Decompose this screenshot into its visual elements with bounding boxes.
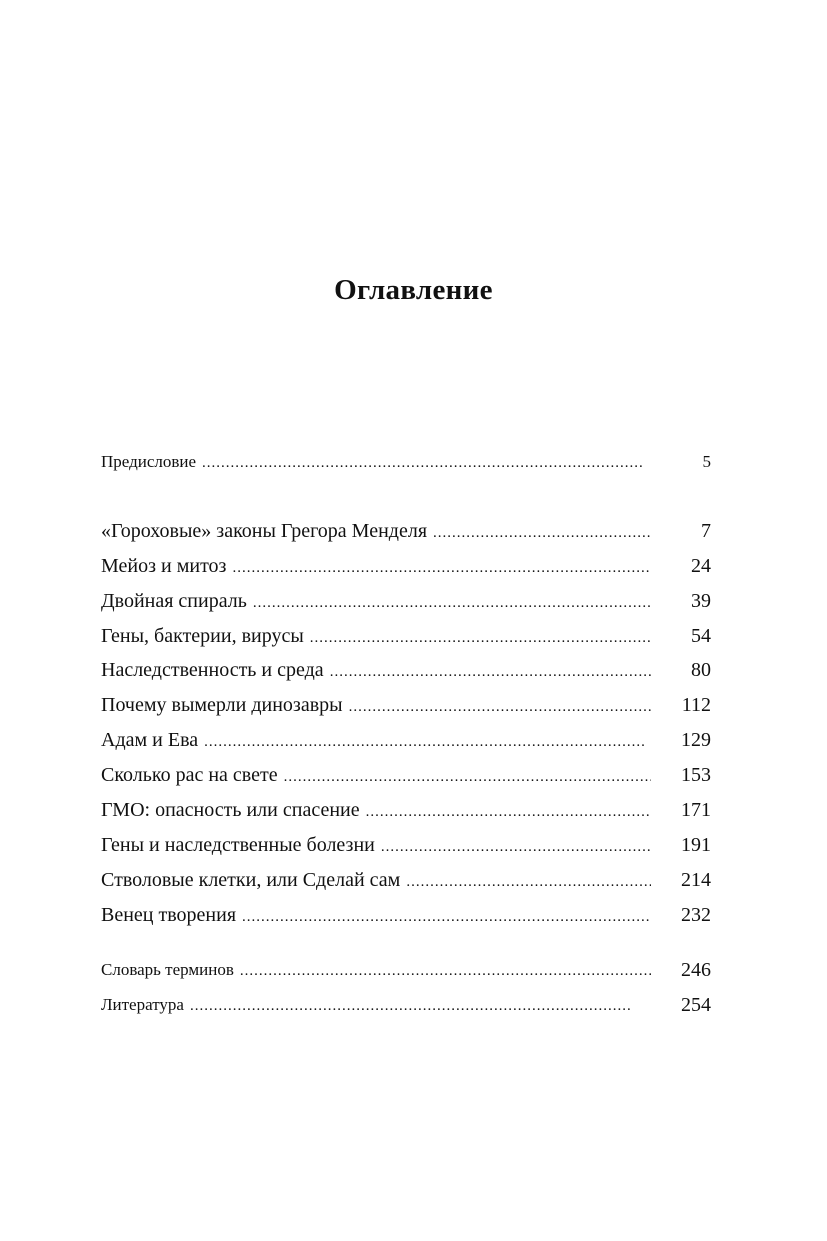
- toc-entry-title: Наследственность и среда: [101, 659, 324, 681]
- dot-leader: [284, 764, 651, 790]
- toc-entry-title: Литература: [101, 995, 184, 1014]
- toc-entry-title: Мейоз и митоз: [101, 555, 227, 577]
- toc-entry-page: 39: [691, 590, 711, 612]
- dot-leader: [433, 520, 651, 546]
- toc-entry-chapter: [101, 762, 711, 788]
- dot-leader: [204, 729, 644, 755]
- toc-entry-chapter: [101, 553, 711, 579]
- toc-entry-chapter: [101, 657, 711, 683]
- toc-entry-page: 171: [681, 799, 711, 821]
- dot-leader: [190, 994, 630, 1018]
- dot-leader: [366, 799, 651, 825]
- toc-entry-title: Почему вымерли динозавры: [101, 694, 343, 716]
- toc-entry-page: 54: [691, 625, 711, 647]
- toc-entry-chapter: [101, 832, 711, 858]
- toc-entry-title: Сколько рас на свете: [101, 764, 278, 786]
- dot-leader: [202, 451, 642, 475]
- toc-entry-chapter: [101, 692, 711, 718]
- dot-leader: [381, 834, 651, 860]
- toc-entry-title: Гены и наследственные болезни: [101, 834, 375, 856]
- toc-entry-title: Адам и Ева: [101, 729, 199, 751]
- toc-entry-chapter: [101, 623, 711, 649]
- toc-entry-page: 5: [702, 452, 711, 471]
- toc-entry-title: Венец творения: [101, 904, 237, 926]
- toc-entry-chapter: [101, 518, 711, 544]
- toc-entry-page: 7: [701, 520, 711, 542]
- dot-leader: [406, 869, 651, 895]
- dot-leader: [232, 555, 651, 581]
- dot-leader: [242, 904, 651, 930]
- toc-entry-chapter: [101, 797, 711, 823]
- toc-entry-title: Гены, бактерии, вирусы: [101, 625, 304, 647]
- dot-leader: [310, 625, 651, 651]
- toc-entry-title: Предисловие: [101, 452, 197, 471]
- dot-leader: [330, 659, 651, 685]
- toc-entry-chapter: [101, 588, 711, 614]
- toc-entry-title: «Гороховые» законы Грегора Менделя: [101, 520, 428, 542]
- toc-entry-bibliography: [101, 993, 711, 1017]
- toc-entry-page: 246: [681, 959, 711, 981]
- toc-entry-page: 129: [681, 729, 711, 751]
- toc-entry-page: 254: [681, 994, 711, 1016]
- toc-entry-page: 191: [681, 834, 711, 856]
- toc-entry-page: 232: [681, 904, 711, 926]
- toc-entry-chapter: [101, 867, 711, 893]
- toc-entry-title: Стволовые клетки, или Сделай сам: [101, 869, 401, 891]
- toc-entry-page: 80: [691, 659, 711, 681]
- toc-entry-title: Двойная спираль: [101, 590, 247, 612]
- dot-leader: [349, 694, 651, 720]
- toc-entry-page: 214: [681, 869, 711, 891]
- toc-entry-glossary: [101, 958, 711, 982]
- toc-entry-page: 112: [681, 694, 711, 716]
- toc-entry-page: 153: [681, 764, 711, 786]
- dot-leader: [240, 959, 651, 983]
- toc-entry-title: Словарь терминов: [101, 960, 234, 979]
- toc-entry-chapter: [101, 727, 711, 753]
- toc-entry-page: 24: [691, 555, 711, 577]
- dot-leader: [253, 590, 651, 616]
- toc-entry-title: ГМО: опасность или спасение: [101, 799, 360, 821]
- toc-entry-chapter: [101, 902, 711, 928]
- toc-entry-preface: [101, 450, 711, 474]
- page-title: Оглавление: [334, 274, 493, 306]
